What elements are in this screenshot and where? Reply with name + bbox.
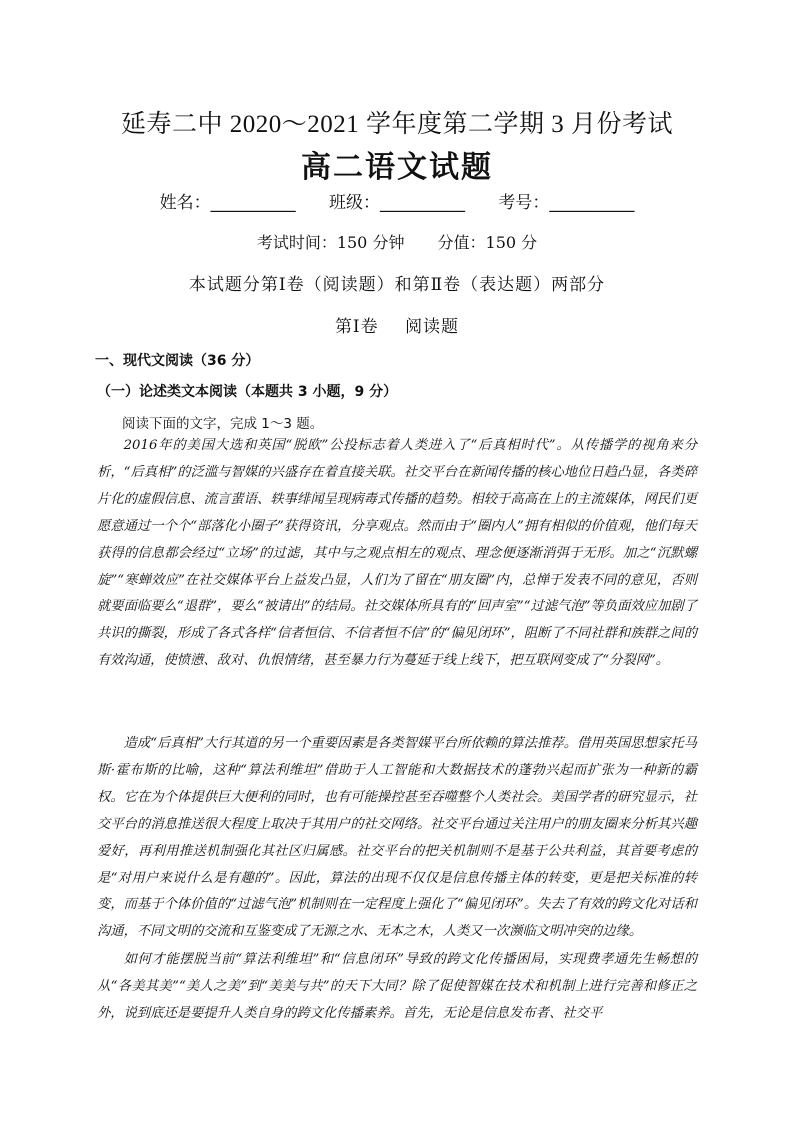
subject-title: 高二语文试题 — [301, 150, 493, 185]
passage-paragraph-3: 如何才能摆脱当前“算法利维坦”和“信息闭环”导致的跨文化传播困局，实现费孝通先生畅想的从“各美其美”“美人之美”到“美美与共”的天下大同？除了促使智媒在技术和机制上进行完善和修正之外，说到底还是要提升人类自身的跨文化传播素养。首先，无论是信息发布者、社交平 — [97, 952, 697, 1021]
exam-time-score — [0, 230, 794, 253]
volume-heading — [0, 312, 794, 337]
exam-time: 考试时间：150 分钟 — [256, 233, 405, 252]
section-heading: 一、现代文阅读（36 分） — [95, 353, 260, 369]
exam-score: 分值：150 分 — [437, 233, 538, 252]
volume-name: 阅读题 — [405, 317, 460, 337]
exam-number-blank[interactable]: __________ — [549, 193, 635, 213]
name-blank[interactable]: __________ — [210, 193, 296, 213]
passage-paragraph-1: 2016年的美国大选和英国“脱欧”公投标志着人类进入了“后真相时代”。从传播学的视角来分析，“后真相”的泛滥与智媒的兴盛存在着直接关联。社交平台在新闻传播的核心地位日趋凸显，各类碎片化的虚假信息、流言蜚语、轶事绯闻呈现病毒式传播的趋势。相较于高高在上的主流媒体，网民们更愿意通过一个个“部落化小圈子”获得资讯，分享观点。然而由于“圈内人”拥有相似的价值观，他们每天获得的信息都会经过“立场”的过滤，其中与之观点相左的观点、理念便逐渐消弭于无形。加之“沉默螺旋”“寒蝉效应”在社交媒体平台上益发凸显，人们为了留在“朋友圈”内，总惮于发表不同的意见，否则就要面临要么“退群”，要么“被请出”的结局。社交媒体所具有的“回声室”“过滤气泡”等负面效应加剧了共识的撕裂，形成了各式各样“信者恒信、不信者恒不信”的“偏见闭环”，阻断了不同社群和族群之间的有效沟通，使愤懑、敌对、仇恨情绪，甚至暴力行为蔓延于线上线下，把互联网变成了“分裂网”。 — [97, 438, 697, 669]
class-blank[interactable]: __________ — [380, 193, 465, 213]
parts-note: 本试题分第Ⅰ卷（阅读题）和第Ⅱ卷（表达题）两部分 — [188, 275, 606, 295]
reading-instruction: 阅读下面的文字，完成 1～3 题。 — [122, 416, 324, 432]
student-info-row — [0, 188, 794, 213]
exam-number-field[interactable] — [498, 188, 634, 213]
volume-label: 第Ⅰ卷 — [334, 317, 379, 337]
name-label: 姓名： — [159, 193, 211, 213]
class-field[interactable] — [329, 188, 465, 213]
exam-number-label: 考号： — [498, 193, 550, 213]
subsection-heading: （一）论述类文本阅读（本题共 3 小题，9 分） — [97, 384, 398, 400]
school-exam-title: 延寿二中 2020～2021 学年度第二学期 3 月份考试 — [120, 111, 673, 138]
passage-paragraph-2: 造成“后真相”大行其道的另一个重要因素是各类智媒平台所依赖的算法推荐。借用英国思想家托马斯·霍布斯的比喻，这种“算法利维坦”借助于人工智能和大数据技术的蓬勃兴起而扩张为一种新的霸权。它在为个体提供巨大便利的同时，也有可能操控甚至吞噬整个人类社会。美国学者的研究显示，社交平台的消息推送很大程度上取决于其用户的社交网络。社交平台通过关注用户的朋友圈来分析其兴趣爱好，再利用推送机制强化其社区归属感。社交平台的把关机制则不是基于公共利益，其首要考虑的是“对用户来说什么是有趣的”。因此，算法的出现不仅仅是信息传播主体的转变，更是把关标准的转变，而基于个体价值的“过滤气泡”机制则在一定程度上强化了“偏见闭环”。失去了有效的跨文化对话和沟通，不同文明的交流和互鉴变成了无源之水、无本之木，人类又一次濒临文明冲突的边缘。 — [97, 736, 697, 940]
name-field[interactable] — [160, 188, 296, 213]
class-label: 班级： — [329, 193, 380, 213]
